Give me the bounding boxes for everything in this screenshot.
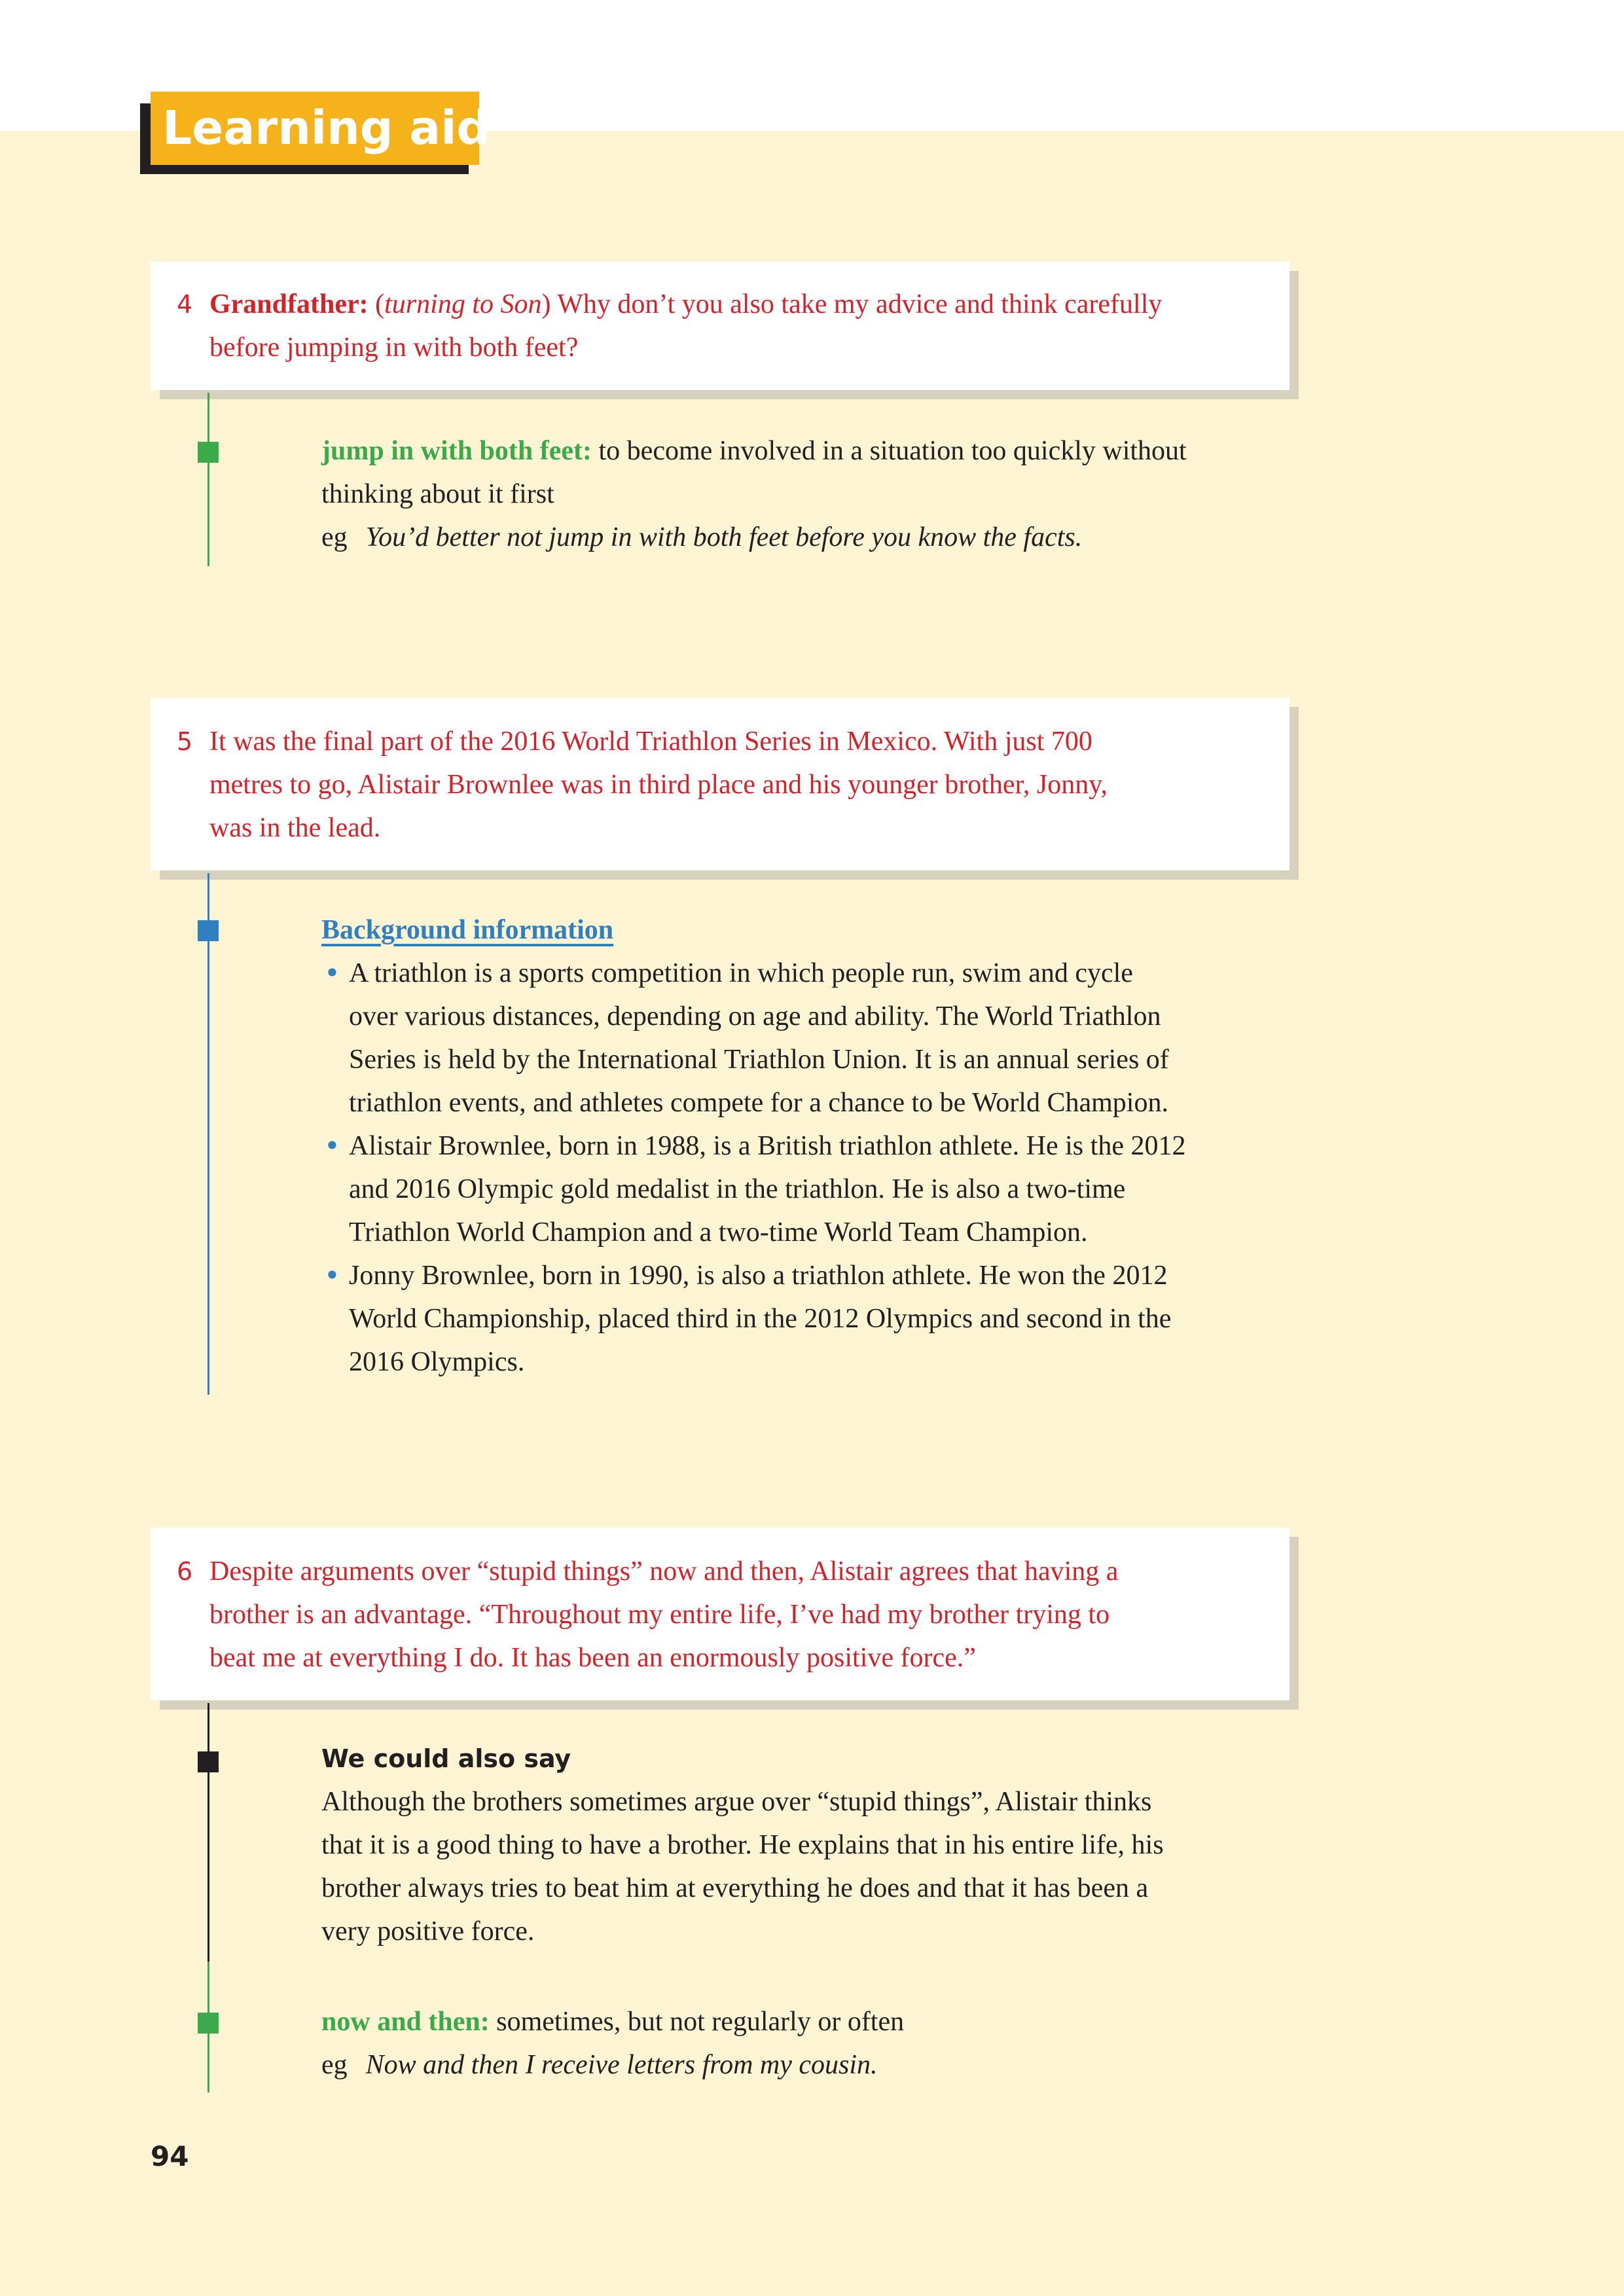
bullet-dot: • <box>324 1130 340 1162</box>
stage-direction: turning to Son <box>384 289 542 319</box>
bullet-line: and 2016 Olympic gold medalist in the triathlon. He is also a two-time <box>349 1174 1126 1204</box>
definition-line <box>321 429 1277 473</box>
bullet-line: over various distances, depending on age and ability. The World Triathlon <box>349 1001 1161 1031</box>
quote-line: Despite arguments over “stupid things” now and then, Alistair agrees that having a <box>209 1556 1119 1587</box>
bullet-dot: • <box>324 957 340 989</box>
header-title: Learning aid <box>162 101 490 155</box>
bullet-line: Series is held by the International Triathlon Union. It is an annual series of <box>349 1045 1169 1075</box>
bullet-line: Jonny Brownlee, born in 1990, is also a triathlon athlete. He won the 2012 <box>349 1261 1168 1291</box>
paraphrase-line: brother always tries to beat him at everything he does and that it has been a <box>321 1873 1149 1903</box>
note-marker-square <box>198 920 219 941</box>
note-marker-square <box>198 1751 219 1772</box>
example-text: You’d better not jump in with both feet before you know the facts. <box>365 522 1083 552</box>
vocabulary-term: jump in with both feet: <box>321 436 592 466</box>
stage-open: ( <box>375 289 385 319</box>
note-marker-square <box>198 442 219 463</box>
eg-label: eg <box>321 2050 348 2080</box>
definition-line: thinking about it first <box>321 479 554 509</box>
bullet-item <box>321 1254 1277 1384</box>
quote-line: metres to go, Alistair Brownlee was in third place and his younger brother, Jonny, <box>209 770 1108 800</box>
vocabulary-note <box>321 2000 1277 2087</box>
could-also-say <box>321 1737 1277 1953</box>
note-connector-line <box>208 1703 209 1962</box>
background-title: Background information <box>321 915 614 945</box>
quote-line <box>209 283 1263 326</box>
example-line <box>321 2043 1277 2087</box>
bullet-line: World Championship, placed third in the 2012 Olympics and second in the <box>349 1304 1172 1334</box>
quote-line: beat me at everything I do. It has been an enormously positive force.” <box>209 1643 976 1673</box>
stage-close: ) <box>541 289 551 319</box>
speaker-name: Grandfather: <box>209 289 369 319</box>
bullet-line: triathlon events, and athletes compete for a chance to be World Champion. <box>349 1088 1168 1118</box>
definition-text: to become involved in a situation too quickly without <box>592 436 1187 466</box>
background-bullets <box>321 952 1277 1384</box>
quote-box-5 <box>151 698 1290 870</box>
quote-number: 6 <box>177 1557 193 1586</box>
definition-line <box>321 2000 1277 2043</box>
definition-text: sometimes, but not regularly or often <box>489 2007 905 2037</box>
quote-text: Why don’t you also take my advice and think carefully <box>550 289 1163 319</box>
paraphrase-line: very positive force. <box>321 1916 535 1946</box>
note-connector-line <box>208 873 209 1395</box>
bullet-line: Triathlon World Champion and a two-time World Team Champion. <box>349 1217 1088 1247</box>
quote-line: brother is an advantage. “Throughout my entire life, I’ve had my brother trying to <box>209 1600 1110 1630</box>
could-also-say-title: We could also say <box>321 1744 571 1773</box>
bullet-item <box>321 1124 1277 1254</box>
bullet-line: Alistair Brownlee, born in 1988, is a British triathlon athlete. He is the 2012 <box>349 1131 1186 1161</box>
example-line <box>321 516 1277 559</box>
example-text: Now and then I receive letters from my cousin. <box>365 2050 878 2080</box>
bullet-line: A triathlon is a sports competition in which people run, swim and cycle <box>349 958 1133 988</box>
bullet-dot: • <box>324 1259 340 1291</box>
quote-line: was in the lead. <box>209 813 381 843</box>
vocabulary-note <box>321 429 1277 559</box>
eg-label: eg <box>321 522 348 552</box>
quote-box-4 <box>151 262 1290 390</box>
vocabulary-term: now and then: <box>321 2007 490 2037</box>
bullet-line: 2016 Olympics. <box>349 1347 525 1377</box>
note-connector-line <box>208 393 209 566</box>
quote-box-6 <box>151 1528 1290 1700</box>
quote-line: It was the final part of the 2016 World Triathlon Series in Mexico. With just 700 <box>209 726 1092 757</box>
paraphrase-line: that it is a good thing to have a brother. He explains that in his entire life, his <box>321 1830 1164 1860</box>
quote-line: before jumping in with both feet? <box>209 332 579 363</box>
background-information <box>321 908 1277 1384</box>
quote-number: 5 <box>177 727 193 756</box>
page-number: 94 <box>151 2140 189 2172</box>
note-marker-square <box>198 2013 219 2034</box>
quote-number: 4 <box>177 290 193 319</box>
bullet-item <box>321 952 1277 1124</box>
paraphrase-line: Although the brothers sometimes argue over “stupid things”, Alistair thinks <box>321 1787 1152 1817</box>
